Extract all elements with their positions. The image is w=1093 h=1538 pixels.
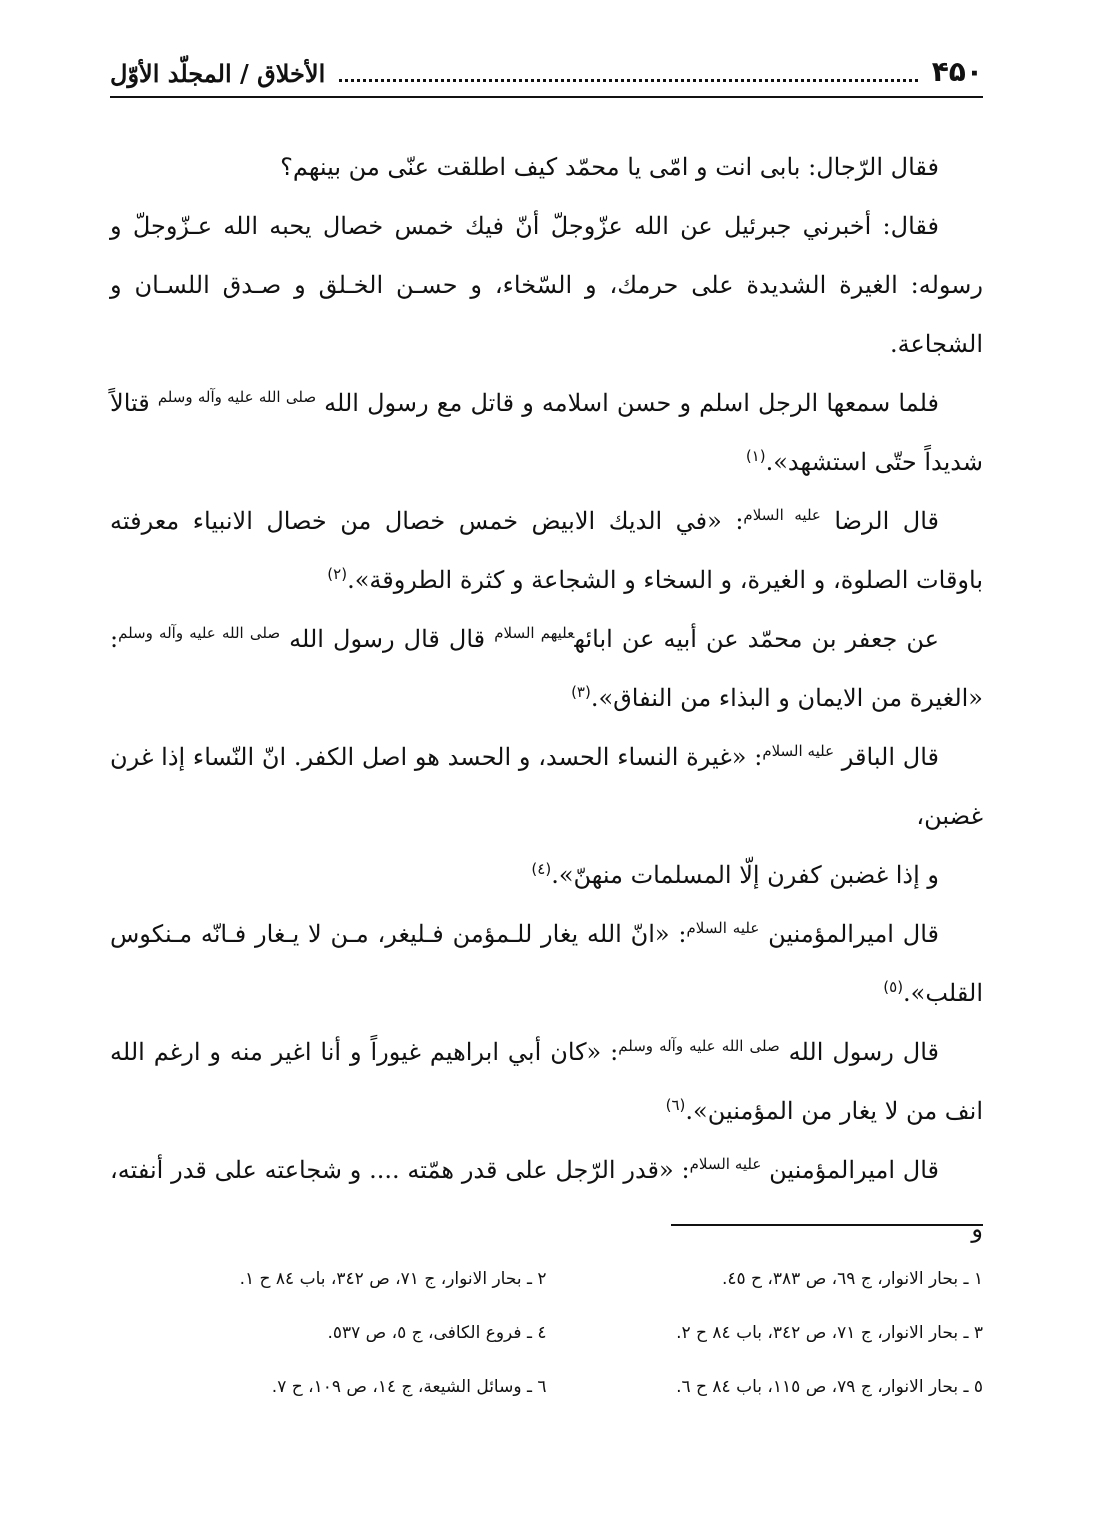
page-header (110, 52, 983, 98)
salutation-glyph: عليهم السلام (494, 624, 575, 642)
footnote-marker: (١) (745, 447, 766, 465)
running-title: الأخلاق / المجلّد الأوّل (110, 59, 326, 88)
footnote-4: ٤ ـ فروع الكافى، ج ٥، ص ٥٣٧. (327, 1323, 547, 1343)
paragraph: فلما سمعها الرجل اسلم و حسن اسلامه و قاتل مع رسول الله $^{صلى الله عليه وآله وسلم}$ قتالاً شديداً حتّى استشهد».$^{(١)}$ (110, 388, 983, 476)
body-text (110, 138, 983, 1259)
salutation-glyph: عليه السلام (743, 506, 821, 524)
paragraph: فقال الرّجال: بابى انت و امّى يا محمّد كيف اطلقت عنّى من بينهم؟ (280, 153, 939, 181)
footnote-2: ٢ ـ بحار الانوار، ج ٧١، ص ٣٤٢، باب ٨٤ ح ١. (239, 1269, 547, 1289)
paragraph: قال اميرالمؤمنين $^{عليه السلام}$: «قدر الرّجل على قدر همّته .... و شجاعته على قدر أنفته، و (110, 1155, 983, 1243)
salutation-glyph: عليه السلام (762, 742, 835, 760)
paragraph: عن جعفر بن محمّد عن أبيه عن ابائه$^{عليهم السلام}$ قال قال رسول الله $^{صلى الله عليه وآله وسلم}$: «الغيرة من الايمان و البذاء من النفاق».$^{(٣)}$ (110, 624, 983, 712)
paragraph: قال الرضا $^{عليه السلام}$: «في الديك الابيض خمس خصال من خصال الانبياء معرفته باوقات الصلوة، و الغيرة، و السخاء و الشجاعة و كثرة الطروقة».$^{(٢)}$ (110, 506, 983, 594)
salutation-glyph: عليه السلام (689, 1155, 762, 1173)
paragraph: فقال: أخبرني جبرئيل عن الله عزّوجلّ أنّ فيك خمس خصال يحبه الله عـزّوجلّ و رسوله: الغيرة الشديدة على حرمك، و السّخاء، و حسـن الخـلق و صـدق اللسـان و الشجاعة. (110, 212, 983, 358)
footnote-marker: (٤) (531, 860, 552, 878)
footnote-row (110, 1360, 983, 1414)
salutation-glyph: صلى الله عليه وآله وسلم (118, 624, 281, 642)
footnote-5: ٥ ـ بحار الانوار، ج ٧٩، ص ١١٥، باب ٨٤ ح ٦. (676, 1377, 983, 1397)
footnote-divider (671, 1224, 983, 1226)
salutation-glyph: عليه السلام (686, 919, 760, 937)
footnote-row (110, 1306, 983, 1360)
footnote-marker: (٥) (883, 978, 904, 996)
paragraph: و إذا غضبن كفرن إلّا المسلمات منهنّ».$^{(٤)}$ (531, 860, 939, 889)
paragraph: قال رسول الله $^{صلى الله عليه وآله وسلم}$: «كان أبي ابراهيم غيوراً و أنا اغير منه و ارغم الله انف من لا يغار من المؤمنين».$^{(٦)}$ (110, 1037, 983, 1125)
header-dot-leader (339, 79, 917, 82)
footnotes (110, 1252, 983, 1414)
salutation-glyph: صلى الله عليه وآله وسلم (618, 1037, 780, 1055)
footnote-row (110, 1252, 983, 1306)
salutation-glyph: صلى الله عليه وآله وسلم (157, 388, 317, 406)
paragraph: قال الباقر $^{عليه السلام}$: «غيرة النساء الحسد، و الحسد هو اصل الكفر. انّ النّساء إذا غرن غضبن، (110, 742, 983, 830)
footnote-marker: (٣) (571, 683, 591, 701)
footnote-marker: (٦) (665, 1096, 686, 1114)
footnote-1: ١ ـ بحار الانوار، ج ٦٩، ص ٣٨٣، ح ٤٥. (721, 1269, 983, 1289)
footnote-6: ٦ ـ وسائل الشيعة، ج ١٤، ص ١٠٩، ح ٧. (271, 1377, 547, 1397)
footnote-3: ٣ ـ بحار الانوار، ج ٧١، ص ٣٤٢، باب ٨٤ ح ٢. (676, 1323, 983, 1343)
page-number: ۴۵۰ (931, 55, 983, 88)
paragraph: قال اميرالمؤمنين $^{عليه السلام}$: «انّ الله يغار للـمؤمن فـليغر، مـن لا يـغار فـانّه مـنكوس القلب».$^{(٥)}$ (110, 919, 983, 1007)
footnote-marker: (٢) (327, 565, 348, 583)
